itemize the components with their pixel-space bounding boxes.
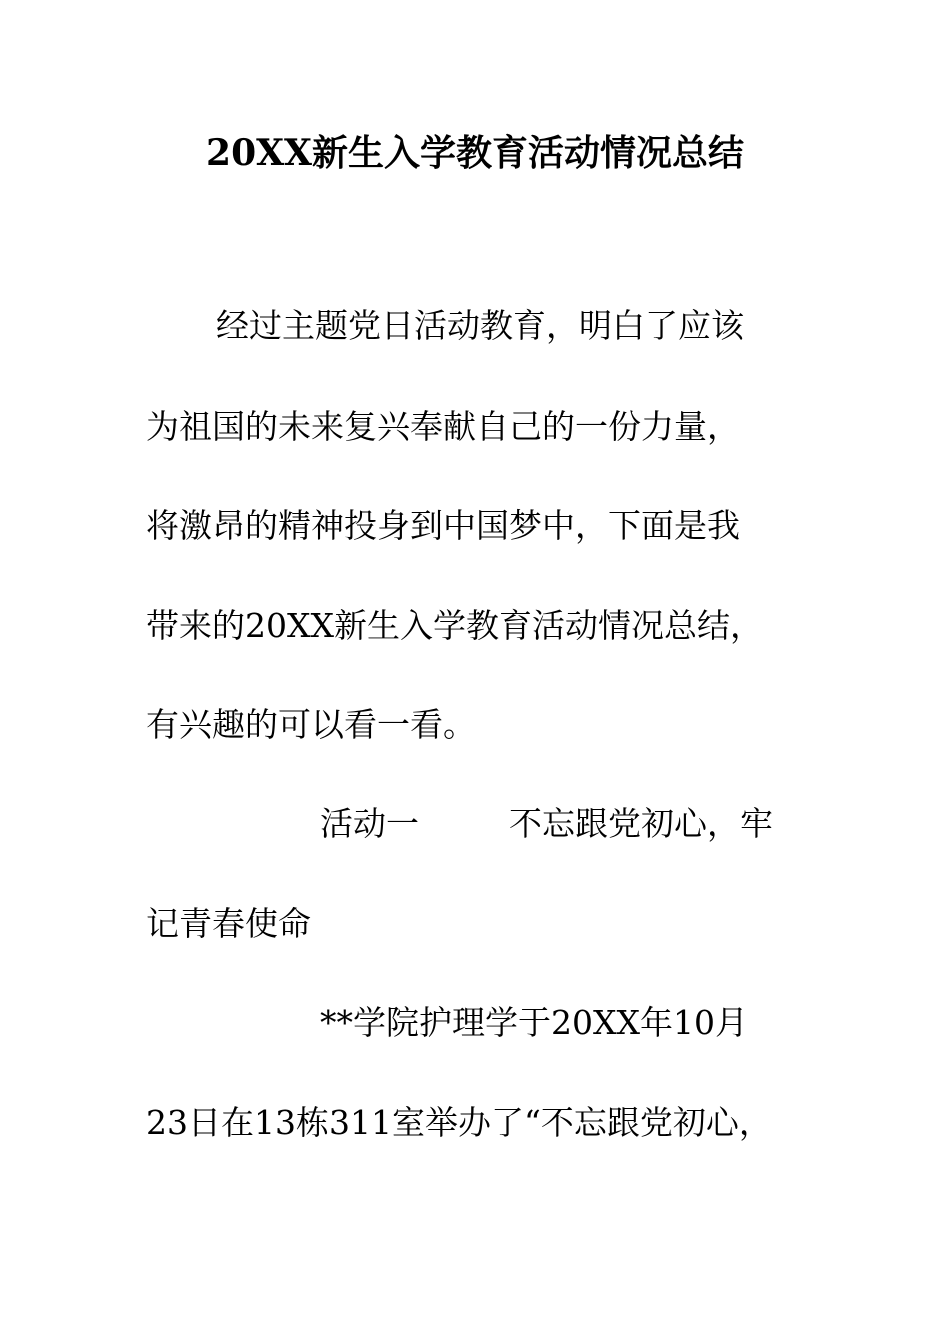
section-heading-label: 活动一 [320,804,419,843]
section-heading-text: 不忘跟党初心，牢 [509,804,773,843]
intro-line-4: 带来的20XX新生入学教育活动情况总结， [146,606,763,645]
intro-line-1: 经过主题党日活动教育，明白了应该 [216,306,744,345]
intro-line-5: 有兴趣的可以看一看。 [146,705,476,744]
document-title: 20XX新生入学教育活动情况总结 [206,132,744,174]
body-line-1: **学院护理学于20XX年10月 [320,1003,748,1042]
section-heading [320,802,773,846]
body-line-2: 23日在13栋311室举办了“不忘跟党初心， [146,1103,772,1142]
intro-line-3: 将激昂的精神投身到中国梦中，下面是我 [146,506,740,545]
section-heading-continued: 记青春使命 [146,904,311,943]
intro-line-2: 为祖国的未来复兴奉献自己的一份力量， [146,407,740,446]
